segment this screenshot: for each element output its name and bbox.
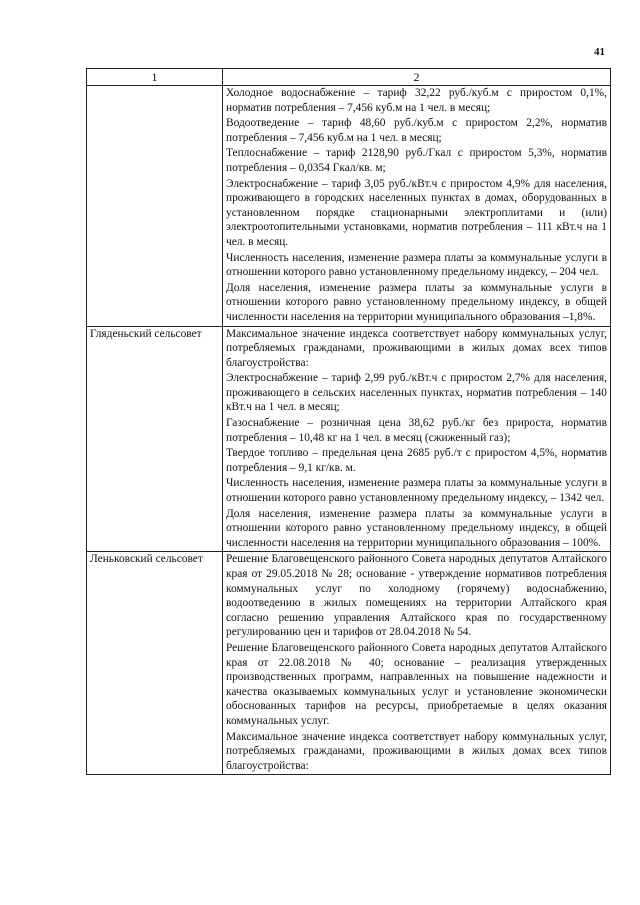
municipality-name-cell: Леньковский сельсовет	[87, 552, 223, 775]
paragraph: Газоснабжение – розничная цена 38,62 руб./кг без прироста, норматив потребления – 10,48 кг на 1 чел. в месяц (сжиженный газ);	[226, 417, 607, 444]
paragraph: Доля населения, изменение размера платы за коммунальные услуги в отношении которого равно установленному предельному индексу, в общей численности населения на территории муниципального образования –1,8%.	[226, 281, 607, 323]
paragraph: Численность населения, изменение размера платы за коммунальные услуги в отношении которого равно установленному предельному индексу, – 1342 чел.	[226, 477, 607, 505]
column-header-2: 2	[223, 69, 611, 86]
municipality-name-cell: Гляденьский сельсовет	[87, 326, 223, 552]
municipality-name-cell	[87, 86, 223, 327]
paragraph: Максимальное значение индекса соответствует набору коммунальных услуг, потребляемых гражданами, проживающими в жилых домах всех типов благоустройства:	[226, 730, 607, 772]
page-number: 41	[594, 46, 605, 58]
paragraph: Водоотведение – тариф 48,60 руб./куб.м с приростом 2,2%, норматив потребления – 7,456 куб.м на 1 чел. в месяц;	[226, 117, 607, 144]
description-cell	[223, 552, 611, 775]
description-cell	[223, 86, 611, 327]
paragraph: Электроснабжение – тариф 2,99 руб./кВт.ч с приростом 2,7% для населения, проживающего в сельских населенных пунктах, норматив потребления – 140 кВт.ч на 1 чел. в месяц;	[226, 372, 607, 414]
table-row	[87, 552, 611, 775]
paragraph: Твердое топливо – предельная цена 2685 руб./т с приростом 4,5%, норматив потребления – 9,1 кг/кв. м.	[226, 447, 607, 474]
column-header-1: 1	[87, 69, 223, 86]
description-cell	[223, 326, 611, 552]
paragraph: Электроснабжение – тариф 3,05 руб./кВт.ч с приростом 4,9% для населения, проживающего в городских населенных пунктах в домах, оборудованных в установленном порядке стационарными электроплитами и (или) электроотопительными установками, норматив потребления – 111 кВт.ч на 1 чел. в месяц.	[226, 177, 607, 248]
paragraph: Доля населения, изменение размера платы за коммунальные услуги в отношении которого равно установленному предельному индексу, в общей численности населения на территории муниципального образования – 100%.	[226, 507, 607, 549]
paragraph: Решение Благовещенского районного Совета народных депутатов Алтайского края от 22.08.2018 № 40; основание – реализация утвержденных производственных программ, направленных на повышение надежности и качества оказываемых коммунальных услуг и установление экономически обоснованных тарифов на ресурсы, приобретаемые в целях оказания коммунальных услуг.	[226, 641, 607, 727]
table-header-row	[87, 69, 611, 86]
paragraph: Решение Благовещенского районного Совета народных депутатов Алтайского края от 29.05.2018 № 28; основание - утверждение нормативов потребления коммунальных услуг по холодному (горячему) водоснабжению, водоотведению в жилых помещениях на территории Алтайского края согласно решению управления Алтайского края по государственному регулированию цен и тарифов от 28.04.2018 № 54.	[226, 553, 607, 639]
utilities-table	[86, 68, 611, 775]
paragraph: Теплоснабжение – тариф 2128,90 руб./Гкал с приростом 5,3%, норматив потребления – 0,0354 Гкал/кв. м;	[226, 147, 607, 174]
paragraph: Максимальное значение индекса соответствует набору коммунальных услуг, потребляемых гражданами, проживающими в жилых домах всех типов благоустройства:	[226, 327, 607, 369]
table-row	[87, 86, 611, 327]
paragraph: Холодное водоснабжение – тариф 32,22 руб./куб.м с приростом 0,1%, норматив потребления – 7,456 куб.м на 1 чел. в месяц;	[226, 87, 607, 114]
paragraph: Численность населения, изменение размера платы за коммунальные услуги в отношении которого равно установленному предельному индексу, – 204 чел.	[226, 251, 607, 279]
table-row	[87, 326, 611, 552]
